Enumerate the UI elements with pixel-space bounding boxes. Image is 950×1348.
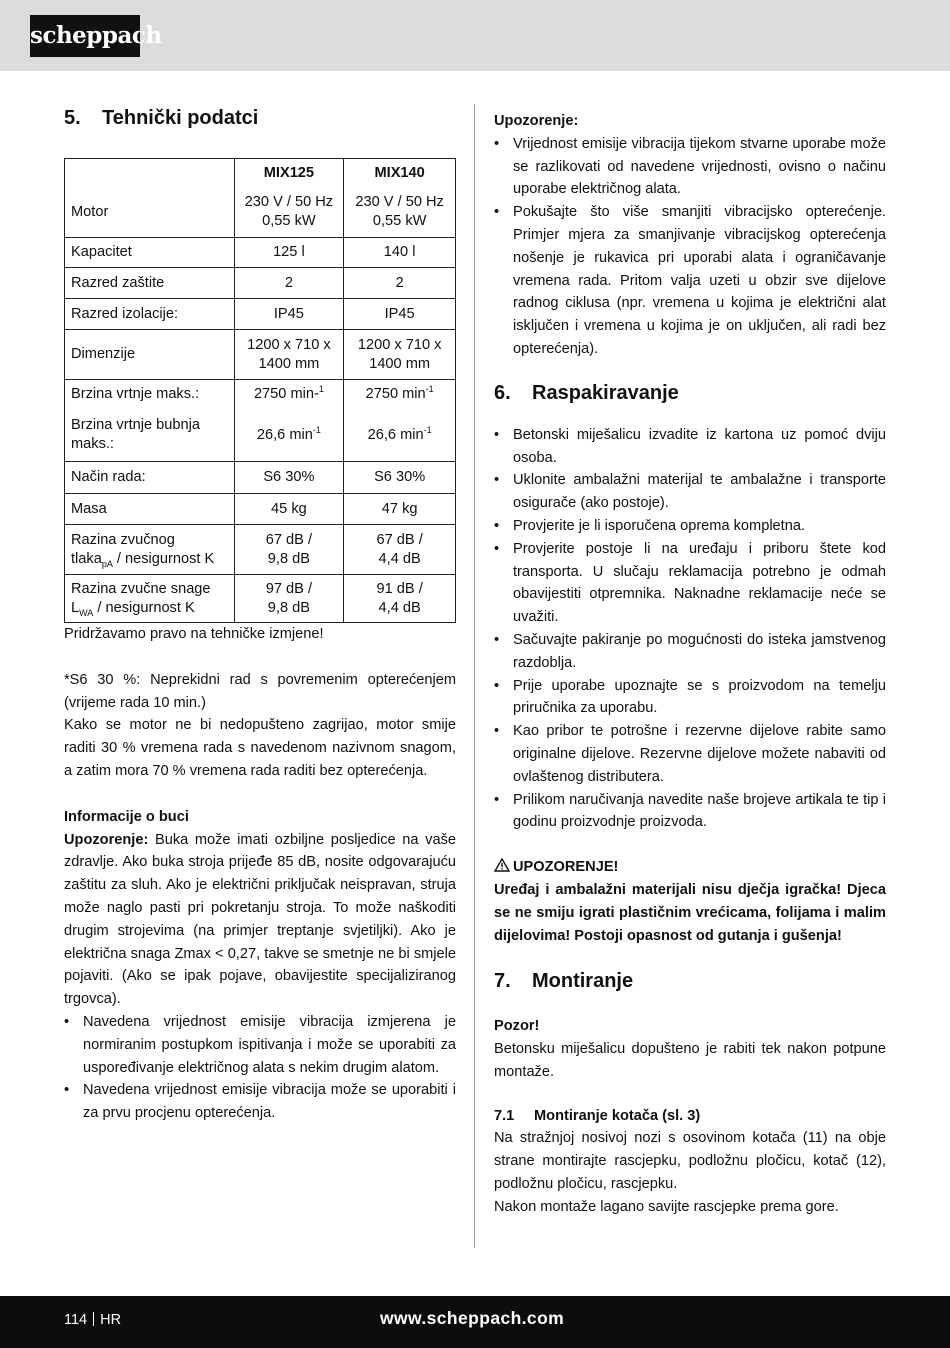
row-label-zastita: Razred zaštite — [65, 268, 235, 299]
left-column — [64, 104, 456, 1125]
warning-triangle-icon — [494, 858, 510, 872]
cell-bubanj-mix140: 26,6 $\min^{-1}$ — [344, 410, 456, 462]
table-corner-cell — [65, 159, 235, 188]
cell-dimenzije-mix125: 1200 x 710 x 1400 mm — [234, 330, 344, 380]
cell-zastita-mix125: 2 — [234, 268, 344, 299]
scheppach-logo: scheppach — [30, 15, 140, 57]
s6-note: *S6 30 %: Neprekidni rad s povremenim opterećenjem (vrijeme rada 10 min.) — [64, 671, 456, 711]
list-item: • Vrijednost emisije vibracija tijekom stvarne uporabe može se razlikovati od navedene vrijednosti, ovisno o načinu uporabe električnog alata. — [494, 133, 886, 201]
safety-warning-title: UPOZORENJE! — [494, 856, 886, 879]
list-item: • Uklonite ambalažni materijal te ambalažne i transporte osigurače (ako postoje). — [494, 469, 886, 515]
right-column — [494, 110, 886, 1219]
page-header — [0, 0, 950, 71]
cell-masa-mix140: 47 kg — [344, 494, 456, 525]
row-label-motor: Motor — [65, 188, 235, 238]
safety-warning-text: Uređaj i ambalažni materijali nisu dječja igračka! Djeca se ne smiju igrati plastičnim vrećicama, folijama i malim dijelovima! Postoji opasnost od gutanja i gušenja! — [494, 881, 886, 944]
cell-tlak-mix125: 67 dB / 9,8 dB — [234, 525, 344, 575]
row-label-izolacija: Razred izolacije: — [65, 299, 235, 330]
cell-snaga-mix125: 97 dB / 9,8 dB — [234, 575, 344, 623]
cell-brzina-mix140: 2750 $\min^{-1}$ — [344, 380, 456, 410]
vibration-warning-heading: Upozorenje: — [494, 113, 579, 129]
cell-brzina-mix125: 2750 min-$^1$ — [234, 380, 344, 410]
section-7-heading: 7. Montiranje — [494, 970, 634, 993]
noise-heading: Informacije o buci — [64, 808, 189, 825]
subsection-7-1-text-2: Nakon montaže lagano savijte rascjepke prema gore. — [494, 1198, 839, 1215]
cell-izolacija-mix125: IP45 — [234, 299, 344, 330]
subsection-7-1-heading: 7.1 Montiranje kotača (sl. 3) — [494, 1107, 701, 1124]
column-divider — [474, 104, 475, 1248]
row-label-masa: Masa — [65, 494, 235, 525]
row-label-snaga: Razina zvučne snage $L_{WA}$ / nesigurnost K — [65, 575, 235, 623]
row-label-tlak: Razina zvučnog tlaka$_{pA}$ / nesigurnost K — [65, 525, 235, 575]
section-5-heading: 5. Tehnički podatci — [64, 107, 259, 129]
list-item: • Sačuvajte pakiranje po mogućnosti do isteka jamstvenog razdoblja. — [494, 629, 886, 675]
list-item: • Kao pribor te potrošne i rezervne dijelove rabite samo originalne dijelove. Rezervne dijelove možete nabaviti od ovlaštenog distributera. — [494, 720, 886, 788]
page-number: 114 HR — [64, 1312, 122, 1328]
cell-nacin-mix125: S6 30% — [234, 462, 344, 494]
unpacking-bullet-list — [494, 424, 886, 834]
noise-bullet-list — [64, 1011, 456, 1125]
cell-izolacija-mix140: IP45 — [344, 299, 456, 330]
list-item: • Navedena vrijednost emisije vibracija može se uporabiti i za prvu procjenu opterećenja. — [64, 1079, 456, 1125]
row-label-brzina: Brzina vrtnje maks.: — [65, 380, 235, 410]
list-item: • Betonski miješalicu izvadite iz kartona uz pomoć dviju osoba. — [494, 424, 886, 470]
cell-bubanj-mix125: 26,6 $\min^{-1}$ — [234, 410, 344, 462]
page-footer — [0, 1296, 950, 1348]
technical-data-table — [64, 158, 456, 623]
pozor-label: Pozor! — [494, 1018, 540, 1035]
list-item: • Prilikom naručivanja navedite naše brojeve artikala te tip i godinu proizvodnje proizvoda. — [494, 789, 886, 835]
list-item: • Prije uporabe upoznajte se s proizvodom na temelju priručnika za uporabu. — [494, 675, 886, 721]
cell-motor-mix125: 230 V / 50 Hz 0,55 kW — [234, 188, 344, 238]
list-item: • Navedena vrijednost emisije vibracija izmjerena je normiranim postupkom ispitivanja i može se uporabiti za uspoređivanje električnog alata s nekim drugim alatom. — [64, 1011, 456, 1079]
cell-zastita-mix140: 2 — [344, 268, 456, 299]
cell-tlak-mix140: 67 dB / 4,4 dB — [344, 525, 456, 575]
cell-snaga-mix140: 91 dB / 4,4 dB — [344, 575, 456, 623]
cell-kapacitet-mix125: 125 l — [234, 238, 344, 268]
cell-nacin-mix140: S6 30% — [344, 462, 456, 494]
s6-text: Kako se motor ne bi nedopušteno zagrijao, motor smije raditi 30 % vremena rada s navedenom nazivnom snagom, a zatim mora 70 % vremena rada raditi bez opterećenja. — [64, 717, 456, 779]
row-label-kapacitet: Kapacitet — [65, 238, 235, 268]
list-item: • Provjerite je li isporučena oprema kompletna. — [494, 515, 886, 538]
noise-text: Upozorenje: Buka može imati ozbiljne posljedice na vaše zdravlje. Ako buka stroja prijeđe 85 dB, nosite odgovarajuću zaštitu za sluh. Ako je električni priključak neispravan, struja može naglo pasti pri pokretanju stroja. To može naškoditi drugim strojevima (na primjer treptanje svjetiljki). Ako je električna snaga Zmax < 0,27, takve se smetnje ne bi smjele pojaviti. (Ako se ipak pojave, obavijestite specijaliziranog trgovca). — [64, 831, 456, 1008]
cell-dimenzije-mix140: 1200 x 710 x 1400 mm — [344, 330, 456, 380]
cell-kapacitet-mix140: 140 l — [344, 238, 456, 268]
list-item: • Pokušajte što više smanjiti vibracijsko opterećenje. Primjer mjera za smanjivanje vibracijskog opterećenja nošenje je rukavica pri uporabi alata i ograničavanje vremena rada. Pritom valja uzeti u obzir sve dijelove radnog ciklusa (npr. vremena u kojima je električni alat isključen i vremena u kojima je on uključen, ali radi bez opterećenja). — [494, 201, 886, 361]
vibration-bullet-list — [494, 133, 886, 361]
subsection-7-1-text: Na stražnjoj nosivoj nozi s osovinom kotača (11) na obje strane montirajte rascjepku, podložnu pločicu, kotač (12), podložnu pločicu, rascjepku. — [494, 1130, 886, 1193]
cell-motor-mix140: 230 V / 50 Hz 0,55 kW — [344, 188, 456, 238]
row-label-dimenzije: Dimenzije — [65, 330, 235, 380]
list-item: • Provjerite postoje li na uređaju i priboru štete kod transporta. U slučaju reklamacija potrebno je odmah obavijestiti otpremnika. Naknadne reklamacije neće se uvažiti. — [494, 538, 886, 629]
cell-masa-mix125: 45 kg — [234, 494, 344, 525]
technical-changes-note: Pridržavamo pravo na tehničke izmjene! — [64, 626, 324, 642]
website-url: www.scheppach.com — [380, 1308, 565, 1328]
column-header-mix140: MIX140 — [344, 159, 456, 188]
row-label-bubanj: Brzina vrtnje bubnja maks.: — [65, 410, 235, 462]
pozor-text: Betonsku miješalicu dopušteno je rabiti tek nakon potpune montaže. — [494, 1041, 886, 1080]
section-6-heading: 6. Raspakiravanje — [494, 381, 679, 404]
column-header-mix125: MIX125 — [234, 159, 344, 188]
row-label-nacin: Način rada: — [65, 462, 235, 494]
